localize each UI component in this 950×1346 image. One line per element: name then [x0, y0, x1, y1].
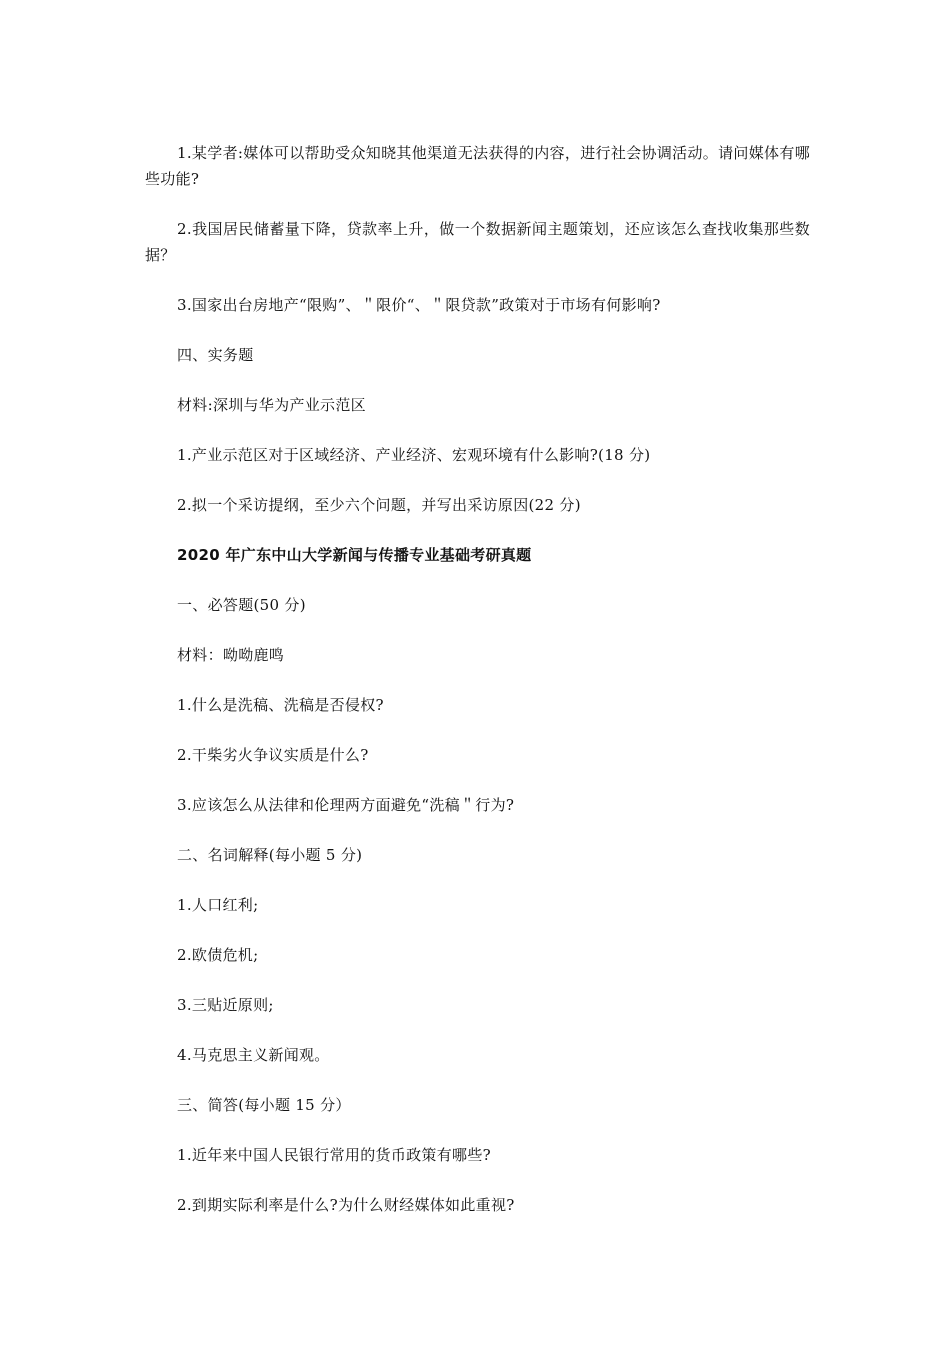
material-line: 材料:深圳与华为产业示范区	[177, 396, 366, 414]
question-paragraph: 3.三贴近原则;	[177, 996, 274, 1014]
question-paragraph: 2.干柴劣火争议实质是什么?	[177, 746, 369, 764]
document-body	[145, 140, 810, 1218]
section-heading: 一、必答题(50 分)	[177, 596, 306, 614]
question-paragraph: 1.近年来中国人民银行常用的货币政策有哪些?	[177, 1146, 491, 1164]
question-paragraph: 2.欧债危机;	[177, 946, 259, 964]
question-paragraph: 1.某学者:媒体可以帮助受众知晓其他渠道无法获得的内容，进行社会协调活动。请问媒体有哪些功能?	[145, 144, 810, 188]
question-paragraph: 2.我国居民储蓄量下降，贷款率上升，做一个数据新闻主题策划，还应该怎么查找收集那些数据？	[145, 220, 810, 264]
section-heading: 四、实务题	[177, 346, 254, 364]
section-heading: 二、名词解释(每小题 5 分)	[177, 846, 363, 864]
material-line: 材料：呦呦鹿鸣	[177, 646, 285, 664]
question-paragraph: 3.应该怎么从法律和伦理两方面避免“洗稿＂行为?	[177, 796, 515, 814]
question-paragraph: 4.马克思主义新闻观。	[177, 1046, 330, 1064]
question-paragraph: 1.产业示范区对于区域经济、产业经济、宏观环境有什么影响?(18 分)	[177, 446, 651, 464]
section-heading: 三、简答(每小题 15 分）	[177, 1096, 351, 1114]
question-paragraph: 1.人口红利;	[177, 896, 259, 914]
question-paragraph: 2.到期实际利率是什么?为什么财经媒体如此重视?	[177, 1196, 515, 1214]
question-paragraph: 1.什么是洗稿、洗稿是否侵权?	[177, 696, 384, 714]
exam-title: 2020 年广东中山大学新闻与传播专业基础考研真题	[177, 546, 532, 564]
question-paragraph: 2.拟一个采访提纲，至少六个问题，并写出采访原因(22 分)	[177, 496, 581, 514]
question-paragraph: 3.国家出台房地产“限购”、＂限价“、＂限贷款”政策对于市场有何影响?	[177, 296, 661, 314]
